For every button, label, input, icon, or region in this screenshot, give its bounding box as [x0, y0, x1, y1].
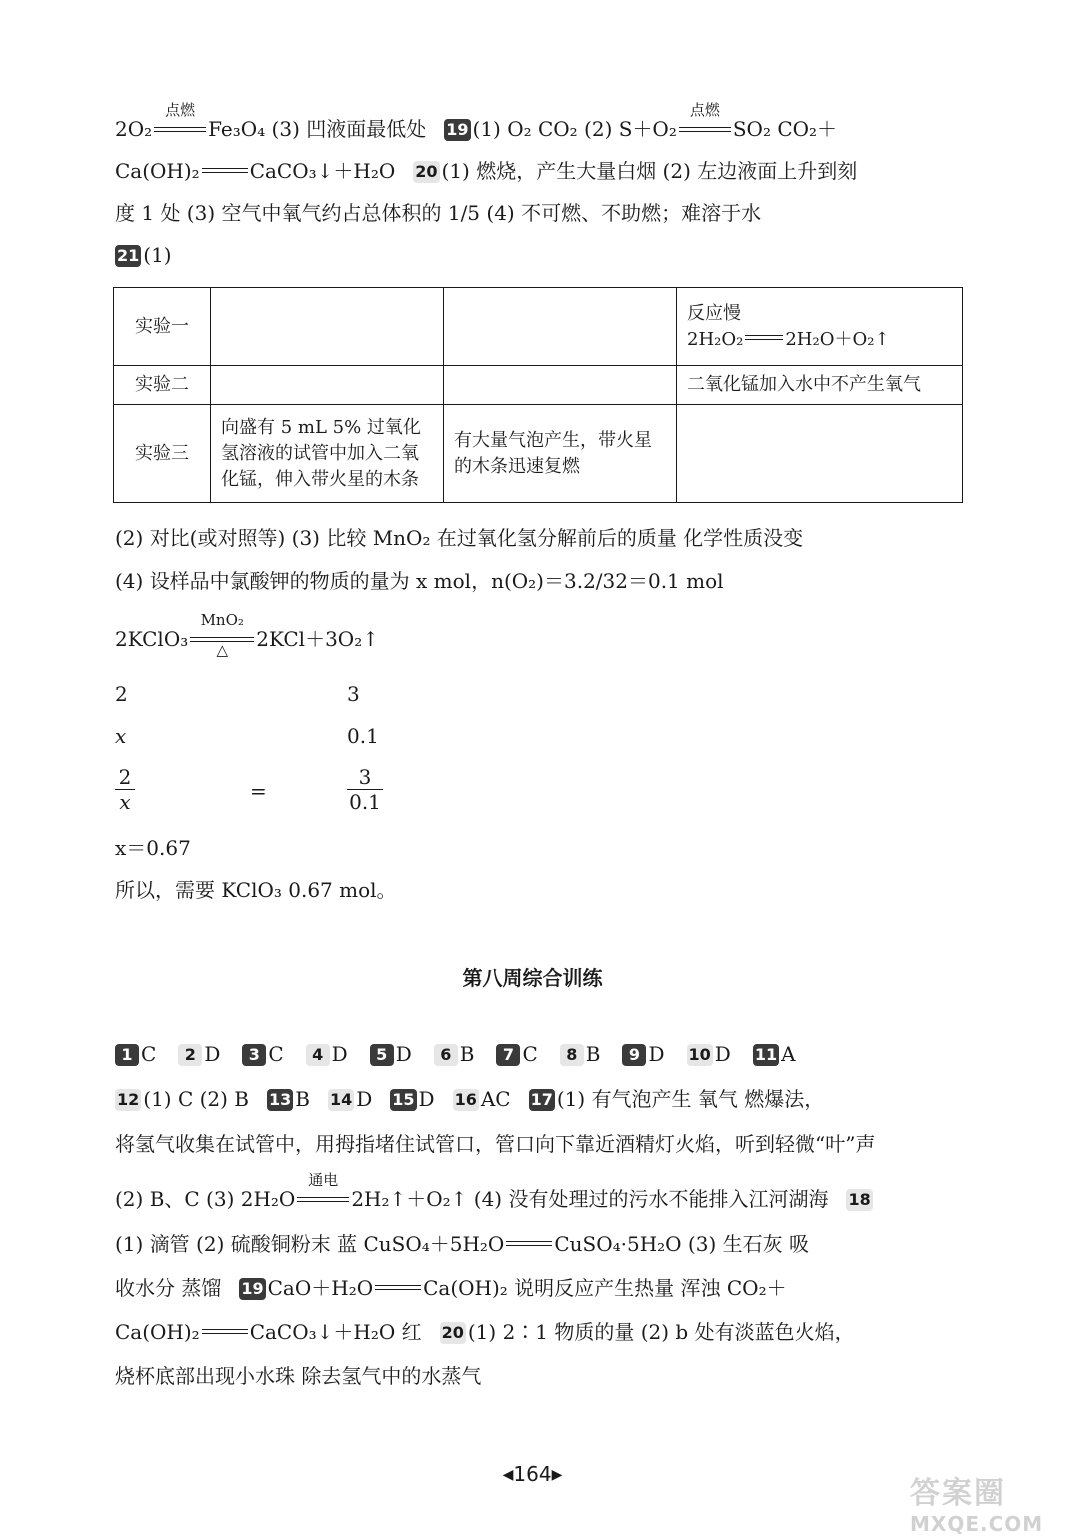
reaction-arrow [297, 1171, 349, 1212]
condition-label: 点燃 [689, 101, 720, 119]
question-number-badge: 3 [242, 1044, 266, 1066]
formula: 2H₂O＋O₂↑ [785, 328, 890, 350]
formula: 2O₂ [115, 117, 153, 141]
section-title: 第八周综合训练 [462, 966, 603, 990]
heat-symbol: △ [216, 641, 229, 659]
numerator: 3 [347, 765, 383, 790]
answer-choice: D [648, 1042, 665, 1066]
answer-text: D [356, 1087, 373, 1111]
reaction-arrow [679, 101, 731, 142]
fraction-right [347, 765, 383, 814]
answer-choice: D [395, 1042, 412, 1066]
answer-choice: B [585, 1042, 601, 1066]
table-cell [211, 288, 444, 366]
watermark-url: MXQE.COM [910, 1512, 1044, 1536]
page-number-value: 164 [513, 1462, 552, 1486]
coefficient: 3 [347, 682, 360, 706]
formula: CaO＋H₂O [267, 1276, 374, 1300]
question-number-badge: 6 [434, 1044, 458, 1066]
text-line [115, 101, 838, 142]
text-line [115, 1319, 855, 1345]
left-triangle-icon: ◀ [502, 1467, 514, 1483]
question-number-badge: 2 [178, 1044, 202, 1066]
equals-sign: = [250, 779, 267, 803]
answer-text: B [295, 1087, 310, 1111]
formula: 2H₂O₂ [687, 328, 744, 350]
conclusion-line: 所以，需要 KClO₃ 0.67 mol。 [115, 878, 397, 902]
reaction-arrow [190, 611, 254, 659]
answer-text: AC [480, 1087, 511, 1111]
question-number-badge: 7 [496, 1044, 520, 1066]
answer-text: 收水分 蒸馏 [115, 1276, 222, 1300]
answer-text: CaCO₃↓＋H₂O 红 [249, 1320, 422, 1344]
formula: Ca(OH)₂ [115, 159, 200, 183]
watermark-logo [910, 1468, 1060, 1536]
answer-text: D [418, 1087, 435, 1111]
table-row [114, 366, 963, 405]
question-number-badge: 1 [115, 1044, 139, 1066]
table-cell: 二氧化锰加入水中不产生氧气 [677, 366, 963, 405]
question-number-badge: 19 [446, 120, 469, 139]
variable: x [115, 724, 127, 748]
answer-text: Ca(OH)₂ 说明反应产生热量 浑浊 CO₂＋ [423, 1276, 787, 1300]
condition-label: 点燃 [165, 101, 196, 119]
answer-text: SO₂ CO₂＋ [732, 117, 838, 141]
question-number-badge: 16 [454, 1090, 477, 1109]
numerator: 2 [115, 765, 135, 790]
answer-choice: D [204, 1042, 221, 1066]
equation-line [115, 611, 379, 659]
answer-choice: D [714, 1042, 731, 1066]
table-cell: 向盛有 5 mL 5% 过氧化氢溶液的试管中加入二氧化锰，伸入带火星的木条 [211, 405, 444, 503]
right-triangle-icon: ▶ [551, 1467, 563, 1483]
result-line: x＝0.67 [115, 836, 191, 860]
text-line [115, 242, 172, 268]
question-number-badge: 5 [370, 1044, 394, 1066]
answer-text: CuSO₄·5H₂O (3) 生石灰 吸 [554, 1232, 809, 1256]
formula: CaCO₃↓＋H₂O [249, 159, 396, 183]
question-number-badge: 20 [441, 1323, 464, 1342]
answer-text: (1) 燃烧，产生大量白烟 (2) 左边液面上升到刻 [441, 159, 858, 183]
cell-text: 反应慢 [687, 302, 741, 324]
table-cell: 实验一 [114, 288, 211, 366]
text-line: 将氢气收集在试管中，用拇指堵住试管口，管口向下靠近酒精灯火焰，听到轻微“叶”声 [115, 1132, 876, 1156]
experiment-table [113, 287, 963, 503]
fraction-left [115, 765, 135, 814]
answer-choice: C [268, 1042, 284, 1066]
table-row [114, 288, 963, 366]
question-number-badge: 20 [415, 162, 438, 181]
table-row [114, 405, 963, 503]
answer-row [115, 1041, 796, 1067]
condition-label: 通电 [308, 1171, 339, 1189]
question-number-badge: 13 [269, 1090, 292, 1109]
text-line: 烧杯底部出现小水珠 除去氢气中的水蒸气 [115, 1364, 482, 1388]
table-cell: 实验二 [114, 366, 211, 405]
question-number-badge: 8 [560, 1044, 584, 1066]
answer-text: 2H₂↑＋O₂↑ (4) 没有处理过的污水不能排入江河湖海 [351, 1187, 829, 1211]
text-line [115, 1231, 809, 1257]
answer-choice: A [781, 1042, 796, 1066]
text-line: (2) 对比(或对照等) (3) 比较 MnO₂ 在过氧化氢分解前后的质量 化学性质没变 [115, 526, 804, 550]
catalyst-label: MnO₂ [200, 611, 244, 629]
denominator: 0.1 [349, 790, 381, 814]
answer-choice: D [331, 1042, 348, 1066]
answer-text: Fe₃O₄ (3) 凹液面最低处 [208, 117, 427, 141]
value: 0.1 [347, 724, 379, 748]
answer-text: (1) 滴管 (2) 硫酸铜粉末 蓝 CuSO₄＋5H₂O [115, 1232, 505, 1256]
answer-text: (1) O₂ CO₂ (2) S＋O₂ [472, 117, 677, 141]
question-number-badge: 17 [530, 1090, 553, 1109]
denominator: x [119, 790, 131, 814]
question-number-badge: 12 [117, 1090, 140, 1109]
answer-choice: C [141, 1042, 157, 1066]
question-number-badge: 14 [329, 1090, 353, 1109]
answer-text: (1) 有气泡产生 氧气 燃爆法， [556, 1087, 825, 1111]
reaction-arrow [154, 101, 206, 142]
question-number-badge: 18 [848, 1190, 871, 1209]
question-number-badge: 4 [306, 1044, 330, 1066]
formula: Ca(OH)₂ [115, 1320, 200, 1344]
page-number [0, 1462, 1065, 1486]
formula: 2KCl＋3O₂↑ [256, 627, 379, 651]
text-line [115, 1086, 824, 1112]
table-cell [677, 405, 963, 503]
question-number-badge: 9 [622, 1044, 646, 1066]
answer-text: (1) [143, 243, 172, 267]
answer-choice: C [522, 1042, 538, 1066]
text-line [115, 158, 857, 184]
answer-text: (2) B、C (3) 2H₂O [115, 1187, 296, 1211]
text-line: 度 1 处 (3) 空气中氧气约占总体积的 1/5 (4) 不可燃、不助燃；难溶于水 [115, 201, 762, 225]
text-line [115, 1275, 787, 1301]
answer-text: (1) C (2) B [143, 1087, 249, 1111]
text-line: (4) 设样品中氯酸钾的物质的量为 x mol，n(O₂)＝3.2/32＝0.1 mol [115, 569, 724, 593]
answer-choice: B [459, 1042, 475, 1066]
table-cell [444, 288, 677, 366]
watermark-text: 答案圈 [910, 1476, 1006, 1511]
table-cell: 有大量气泡产生，带火星的木条迅速复燃 [444, 405, 677, 503]
formula: 2KClO₃ [115, 627, 189, 651]
question-number-badge: 15 [392, 1090, 415, 1109]
table-cell [677, 288, 963, 366]
coefficient: 2 [115, 682, 128, 706]
question-number-badge: 11 [754, 1045, 778, 1064]
question-number-badge: 19 [241, 1279, 264, 1298]
cell-formula [687, 327, 952, 353]
question-number-badge: 10 [688, 1045, 711, 1064]
text-line [115, 1171, 875, 1212]
question-number-badge: 21 [117, 246, 140, 265]
answer-text: (1) 2∶1 物质的量 (2) b 处有淡蓝色火焰， [467, 1320, 855, 1344]
table-cell [211, 366, 444, 405]
table-cell [444, 366, 677, 405]
table-cell: 实验三 [114, 405, 211, 503]
